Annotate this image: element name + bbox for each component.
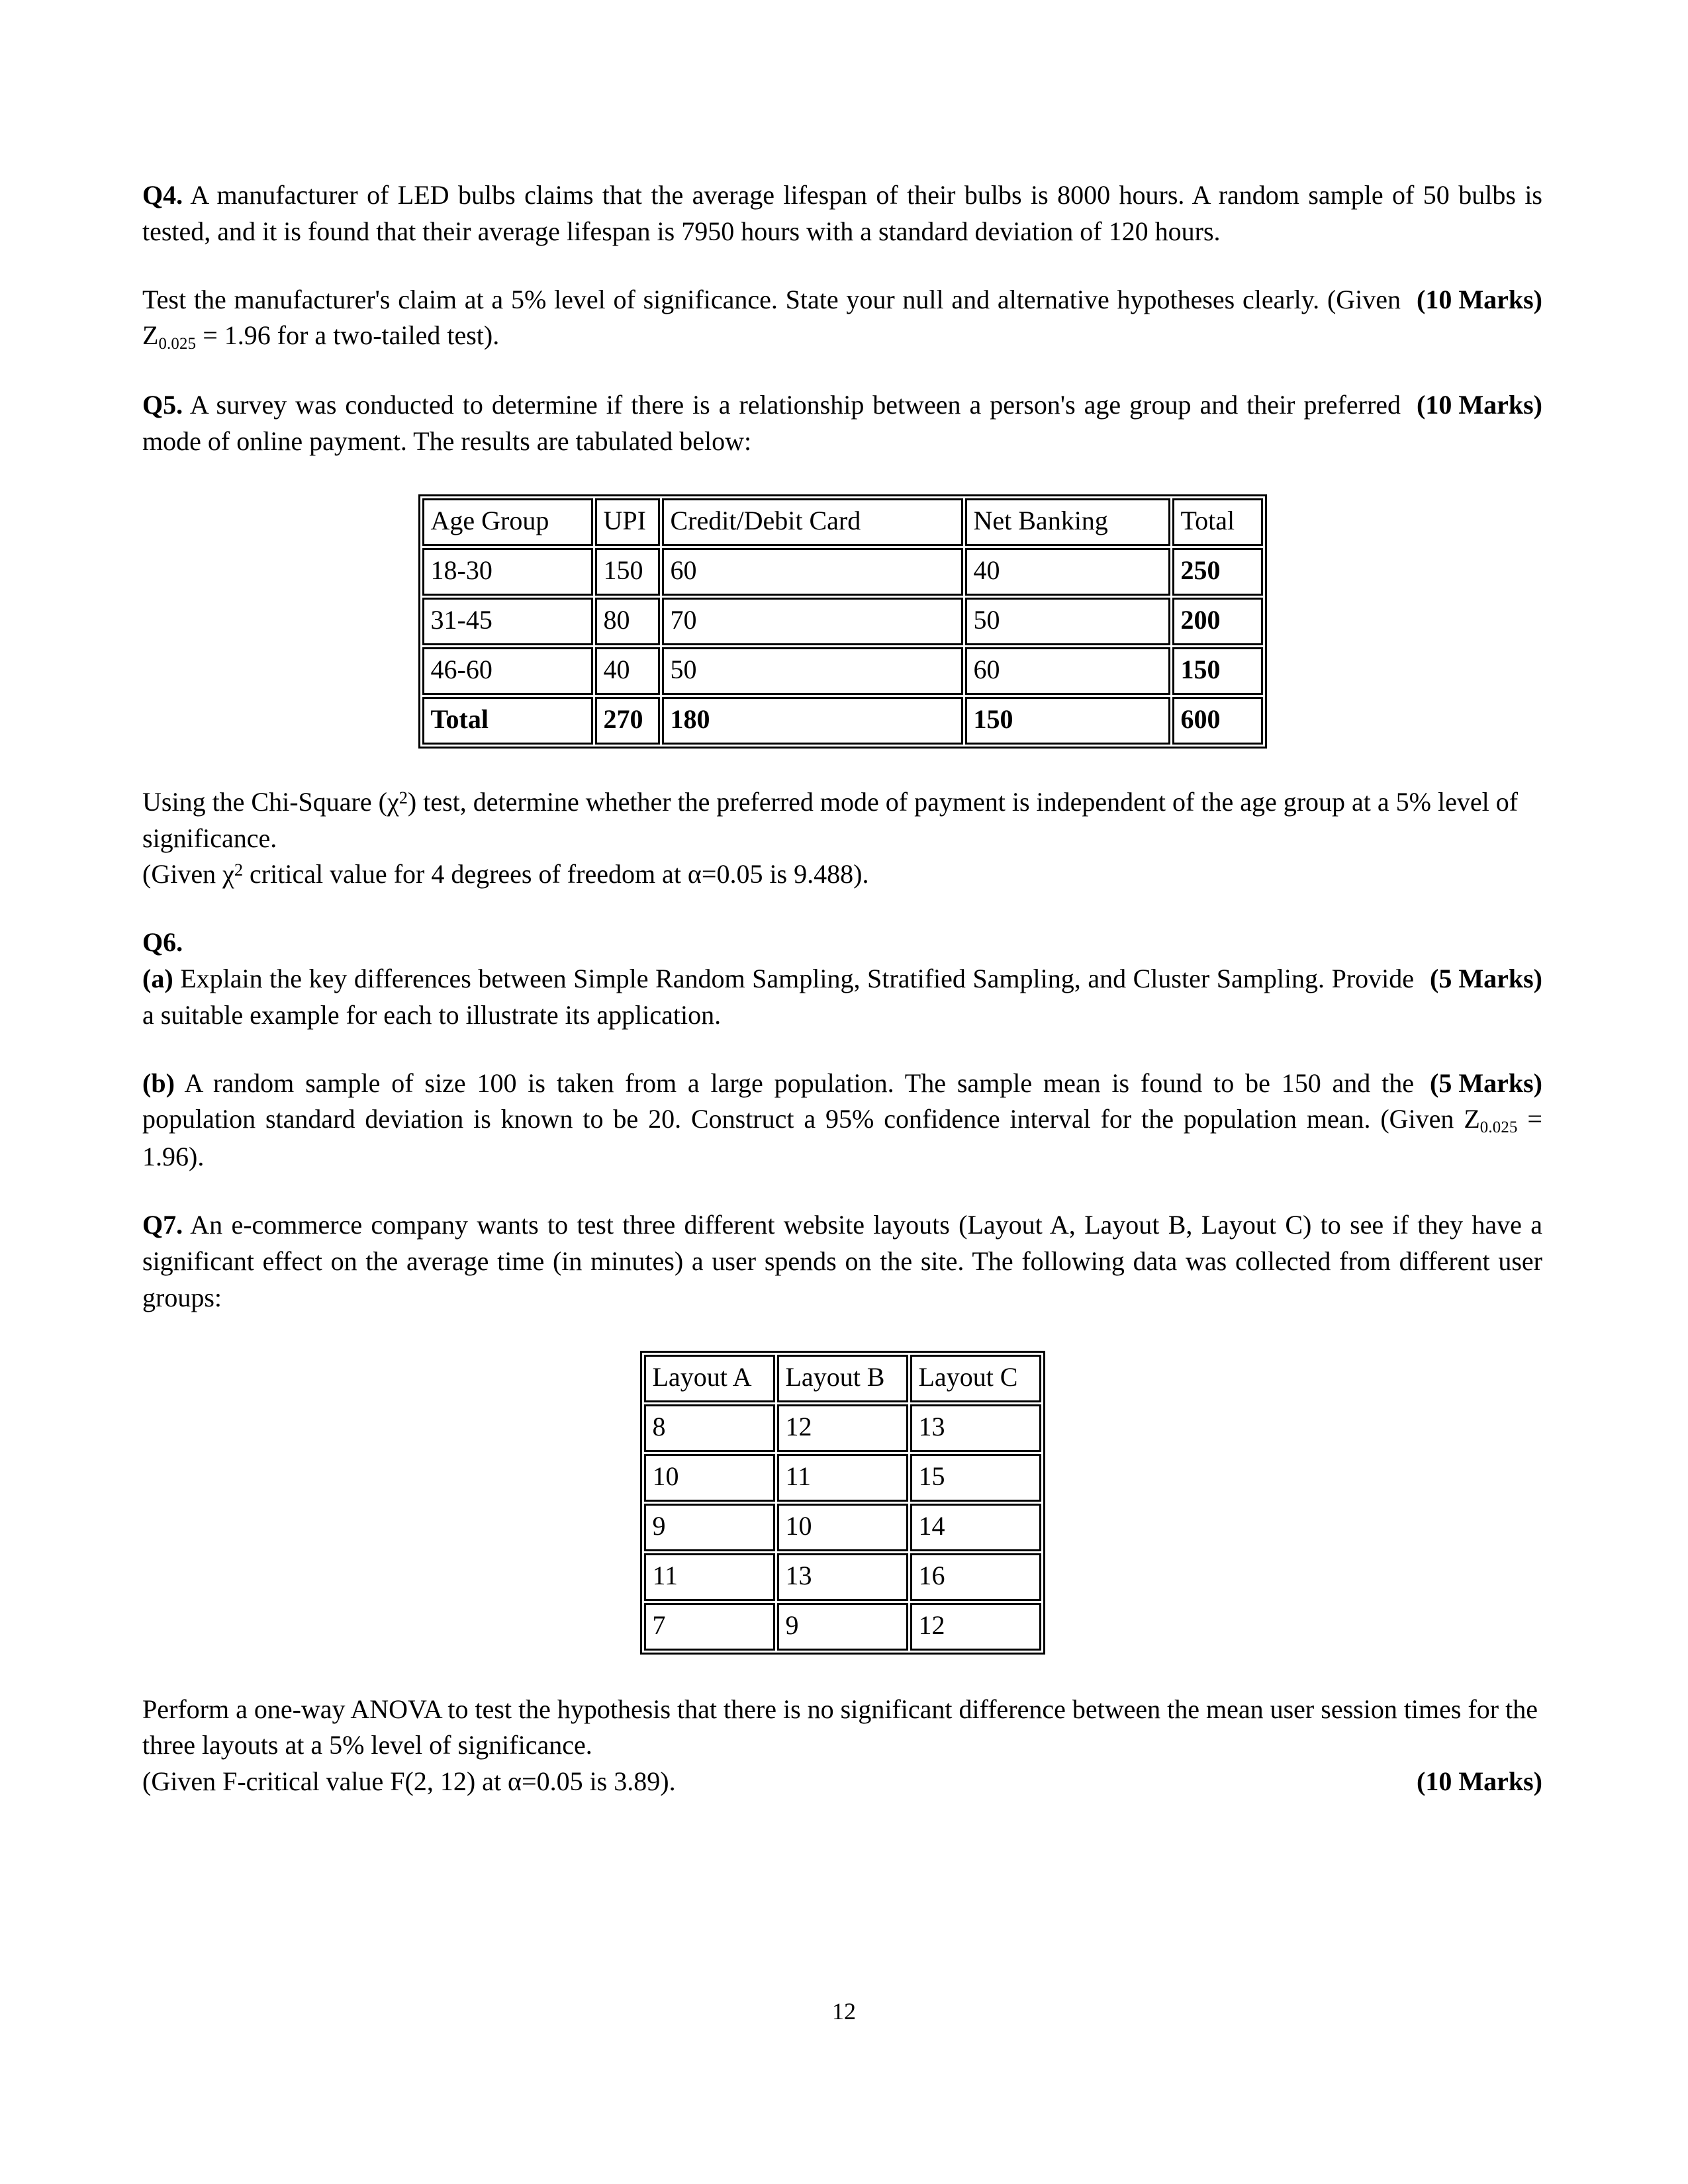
- table-cell: 10: [644, 1454, 775, 1502]
- spacer: [142, 355, 1542, 387]
- chi-square-table-wrapper: [142, 494, 1542, 749]
- table-cell: 9: [777, 1603, 908, 1651]
- table-cell-total: 150: [1172, 647, 1263, 695]
- question-q6a-marks: (5 Marks): [1430, 964, 1542, 994]
- table-cell: 18-30: [422, 548, 593, 596]
- anova-data-table: [640, 1351, 1045, 1655]
- question-q6b-body-a: A random sample of size 100 is taken from a large population. The sample mean is found to be 150 and the population standard deviation is known to be 20. Construct a 95% confidence interval for the population mean. (Given Z: [142, 1068, 1480, 1134]
- question-q4-z-subscript: 0.025: [158, 335, 197, 353]
- table-cell: 9: [644, 1504, 775, 1551]
- table-cell: 10: [777, 1504, 908, 1551]
- table-cell: 11: [644, 1553, 775, 1601]
- table-cell: 40: [595, 647, 660, 695]
- table-header-row: [422, 498, 1263, 546]
- question-q4-test-text-b: = 1.96 for a two-tailed test).: [196, 320, 500, 351]
- table-cell: 180: [662, 697, 963, 745]
- page-number: 12: [832, 1998, 856, 2025]
- question-q4-paragraph: [142, 177, 1542, 250]
- spacer: [142, 749, 1542, 784]
- question-q7-label: Q7.: [142, 1210, 183, 1240]
- table-header-cell: UPI: [595, 498, 660, 546]
- table-cell: 15: [910, 1454, 1041, 1502]
- question-q4-marks: (10 Marks): [1417, 284, 1542, 314]
- table-row: [422, 647, 1263, 695]
- table-cell-total: 600: [1172, 697, 1263, 745]
- table-header-row: [644, 1355, 1041, 1402]
- spacer: [142, 460, 1542, 494]
- table-cell: 150: [965, 697, 1170, 745]
- spacer: [142, 1175, 1542, 1207]
- question-q6a-label: (a): [142, 964, 173, 994]
- table-cell: 60: [662, 548, 963, 596]
- table-row: [422, 598, 1263, 645]
- question-q6a-body: Explain the key differences between Simple Random Sampling, Stratified Sampling, and Cluster Sampling. Provide a suitable example for each to illustrate its application.: [142, 964, 1415, 1030]
- table-header-cell: Layout A: [644, 1355, 775, 1402]
- table-cell: 31-45: [422, 598, 593, 645]
- chisquare-instruction-text-b: ) test, determine whether the preferred mode of payment is independent of the age group at a 5% level of significance.: [142, 786, 1519, 853]
- table-row: [422, 548, 1263, 596]
- table-cell: 14: [910, 1504, 1041, 1551]
- table-cell: 7: [644, 1603, 775, 1651]
- table-header-cell: Layout B: [777, 1355, 908, 1402]
- table-cell: 8: [644, 1404, 775, 1452]
- table-cell: 12: [777, 1404, 908, 1452]
- table-cell: 13: [777, 1553, 908, 1601]
- spacer: [142, 1655, 1542, 1692]
- spacer: [142, 250, 1542, 282]
- table-cell: 46-60: [422, 647, 593, 695]
- question-q5-chisquare-given: [142, 856, 1542, 893]
- table-row: [644, 1603, 1041, 1651]
- question-q4-body: A manufacturer of LED bulbs claims that the average lifespan of their bulbs is 8000 hours. A random sample of 50 bulbs is tested, and it is found that their average lifespan is 7950 hours with a standard deviation of 120 hours.: [142, 180, 1542, 246]
- table-cell: 60: [965, 647, 1170, 695]
- spacer: [142, 1316, 1542, 1351]
- table-cell-total: 250: [1172, 548, 1263, 596]
- table-row: [644, 1404, 1041, 1452]
- chisquare-instruction-text-a: Using the Chi-Square (χ: [142, 786, 399, 817]
- question-q6-label: Q6.: [142, 927, 183, 958]
- chisquare-given-text-b: critical value for 4 degrees of freedom at α=0.05 is 9.488).: [243, 859, 869, 889]
- table-cell: 16: [910, 1553, 1041, 1601]
- question-q7-body: An e-commerce company wants to test three different website layouts (Layout A, Layout B, Layout C) to see if they have a significant effect on the average time (in minutes) a user spends on the site. The following data was collected from different user groups:: [142, 1210, 1542, 1312]
- table-cell: 12: [910, 1603, 1041, 1651]
- question-q6b-paragraph: [142, 1066, 1542, 1176]
- table-header-cell: Net Banking: [965, 498, 1170, 546]
- question-q7-paragraph: [142, 1207, 1542, 1316]
- question-q6a-paragraph: [142, 961, 1542, 1034]
- table-cell: 80: [595, 598, 660, 645]
- table-header-cell: Credit/Debit Card: [662, 498, 963, 546]
- question-q7-anova-instruction: Perform a one-way ANOVA to test the hypothesis that there is no significant difference between the mean user session times for the three layouts at a 5% level of significance.: [142, 1694, 1538, 1760]
- table-cell: Total: [422, 697, 593, 745]
- question-q5-body: A survey was conducted to determine if there is a relationship between a person's age group and their preferred mode of online payment. The results are tabulated below:: [142, 390, 1401, 457]
- table-row: [644, 1553, 1041, 1601]
- question-q4-test-text-a: Test the manufacturer's claim at a 5% level of significance. State your null and alternative hypotheses clearly. (Given Z: [142, 284, 1401, 351]
- table-row: [644, 1454, 1041, 1502]
- table-row-total: [422, 697, 1263, 745]
- table-cell: 13: [910, 1404, 1041, 1452]
- question-q5-label: Q5.: [142, 390, 183, 420]
- table-cell: 50: [965, 598, 1170, 645]
- question-q7-anova-given: [142, 1764, 1542, 1800]
- table-cell: 50: [662, 647, 963, 695]
- table-cell: 70: [662, 598, 963, 645]
- question-q5-chisquare-instruction: [142, 784, 1542, 857]
- question-q4-label: Q4.: [142, 180, 183, 210]
- spacer: [142, 893, 1542, 925]
- table-row: [644, 1504, 1041, 1551]
- table-cell: 40: [965, 548, 1170, 596]
- table-cell: 150: [595, 548, 660, 596]
- table-cell: 270: [595, 697, 660, 745]
- table-cell-total: 200: [1172, 598, 1263, 645]
- table-header-cell: Age Group: [422, 498, 593, 546]
- table-cell: 11: [777, 1454, 908, 1502]
- question-q7-marks: (10 Marks): [1417, 1766, 1542, 1797]
- table-header-cell: Total: [1172, 498, 1263, 546]
- question-q4-test-paragraph: [142, 282, 1542, 356]
- spacer: [142, 1034, 1542, 1066]
- question-q6b-z-subscript: 0.025: [1479, 1118, 1518, 1137]
- question-q6b-label: (b): [142, 1068, 175, 1098]
- chisquare-given-superscript: 2: [234, 860, 244, 880]
- table-header-cell: Layout C: [910, 1355, 1041, 1402]
- question-q5-paragraph: [142, 387, 1542, 460]
- question-q7-given-text: (Given F-critical value F(2, 12) at α=0.05 is 3.89).: [142, 1766, 676, 1797]
- question-q5-marks: (10 Marks): [1417, 390, 1542, 420]
- chisquare-given-text-a: (Given χ: [142, 859, 234, 889]
- question-q6-heading: [142, 925, 1542, 961]
- anova-table-wrapper: [142, 1351, 1542, 1655]
- question-q6b-marks: (5 Marks): [1430, 1068, 1542, 1098]
- question-q6b-body-b: = 1.96).: [142, 1104, 1542, 1172]
- chi-square-contingency-table: [418, 494, 1267, 749]
- chisquare-superscript: 2: [399, 787, 408, 807]
